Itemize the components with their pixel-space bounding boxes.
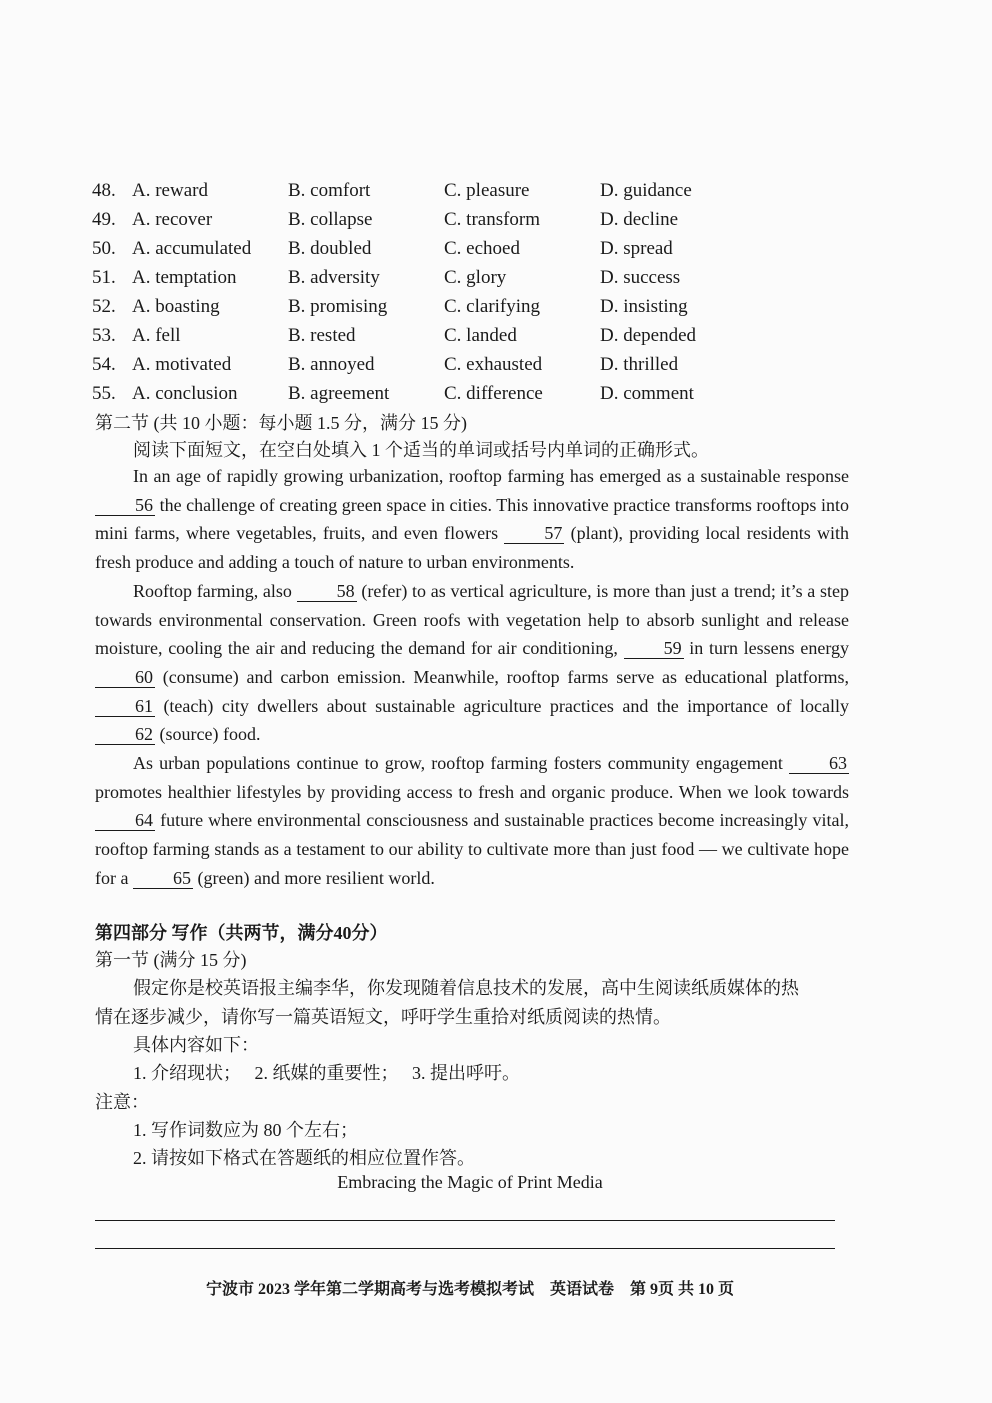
part4-heading: 第四部分 写作（共两节，满分40分）: [95, 923, 388, 943]
blank-61: 61: [95, 696, 155, 717]
option-d: D. guidance: [600, 180, 692, 201]
option-c: C. pleasure: [444, 180, 530, 201]
option-b: B. annoyed: [288, 354, 375, 375]
option-row: [92, 296, 732, 325]
blank-64: 64: [95, 810, 155, 831]
option-d: D. success: [600, 267, 681, 288]
option-c: C. exhausted: [444, 354, 543, 375]
content-label: 具体内容如下：: [133, 1035, 259, 1055]
option-c: C. glory: [444, 267, 507, 288]
option-row: [92, 325, 732, 354]
option-row: [92, 267, 732, 296]
option-d: D. spread: [600, 238, 673, 259]
option-row: [92, 383, 732, 412]
question-number: 52.: [92, 296, 116, 317]
passage-paragraph-1: In an age of rapidly growing urbanization, rooftop farming has emerged as a sustainable response 56 the challenge of creating green space in cities. This innovative practice transforms rooftops into mini farms, where vegetables, fruits, and even flowers 57 (plant), providing local residents with fresh produce and adding a touch of nature to urban environments.: [95, 466, 849, 573]
option-d: D. comment: [600, 383, 694, 404]
writing-prompt-line-1: 假定你是校英语报主编李华，你发现随着信息技术的发展，高中生阅读纸质媒体的热: [133, 978, 799, 998]
option-a: A. conclusion: [132, 383, 238, 404]
option-b: B. rested: [288, 325, 356, 346]
option-b: B. doubled: [288, 238, 372, 259]
section2-heading: 第二节 (共 10 小题：每小题 1.5 分，满分 15 分): [95, 413, 467, 433]
option-c: C. landed: [444, 325, 517, 346]
option-a: A. reward: [132, 180, 208, 201]
option-b: B. comfort: [288, 180, 371, 201]
option-b: B. collapse: [288, 209, 373, 230]
blank-59: 59: [624, 638, 684, 659]
option-a: A. motivated: [132, 354, 232, 375]
option-d: D. thrilled: [600, 354, 679, 375]
question-number: 49.: [92, 209, 116, 230]
writing-section1-heading: 第一节 (满分 15 分): [95, 950, 247, 970]
question-number: 51.: [92, 267, 116, 288]
question-number: 54.: [92, 354, 116, 375]
option-d: D. depended: [600, 325, 697, 346]
page-footer: 宁波市 2023 学年第二学期高考与选考模拟考试 英语试卷 第 9页 共 10 页: [205, 1281, 734, 1298]
option-c: C. echoed: [444, 238, 520, 259]
option-row: [92, 209, 732, 238]
option-a: A. fell: [132, 325, 181, 346]
blank-63: 63: [789, 753, 849, 774]
option-row: [92, 180, 732, 209]
content-items: 1. 介绍现状； 2. 纸媒的重要性； 3. 提出呼吁。: [133, 1063, 520, 1083]
blank-65: 65: [133, 868, 193, 889]
question-number: 53.: [92, 325, 116, 346]
option-b: B. agreement: [288, 383, 390, 404]
option-a: A. accumulated: [132, 238, 252, 259]
option-row: [92, 238, 732, 267]
blank-56: 56: [95, 495, 155, 516]
option-b: B. adversity: [288, 267, 380, 288]
writing-prompt-line-2: 情在逐步减少，请你写一篇英语短文，呼吁学生重拾对纸质阅读的热情。: [95, 1007, 671, 1027]
cloze-passage: [95, 462, 849, 893]
blank-58: 58: [297, 581, 357, 602]
blank-57: 57: [504, 523, 564, 544]
blank-60: 60: [95, 667, 155, 688]
answer-line: [95, 1220, 835, 1221]
options-table: [92, 180, 732, 412]
option-c: C. transform: [444, 209, 541, 230]
essay-title: Embracing the Magic of Print Media: [337, 1172, 603, 1192]
option-d: D. insisting: [600, 296, 688, 317]
note-label: 注意：: [95, 1092, 149, 1112]
option-b: B. promising: [288, 296, 388, 317]
question-number: 50.: [92, 238, 116, 259]
option-a: A. temptation: [132, 267, 237, 288]
option-c: C. difference: [444, 383, 543, 404]
question-number: 55.: [92, 383, 116, 404]
option-c: C. clarifying: [444, 296, 541, 317]
option-a: A. boasting: [132, 296, 220, 317]
question-number: 48.: [92, 180, 116, 201]
note-item-2: 2. 请按如下格式在答题纸的相应位置作答。: [133, 1148, 475, 1168]
note-item-1: 1. 写作词数应为 80 个左右；: [133, 1120, 358, 1140]
answer-line: [95, 1248, 835, 1249]
option-row: [92, 354, 732, 383]
option-a: A. recover: [132, 209, 213, 230]
passage-paragraph-2: Rooftop farming, also 58 (refer) to as vertical agriculture, is more than just a trend; it’s a step towards environmental conservation. Green roofs with vegetation help to absorb sunlight and release moisture, cooling the air and reducing the demand for air conditioning, 59 in turn lessens energy 60 (consume) and carbon emission. Meanwhile, rooftop farms serve as educational platforms, 61 (teach) city dwellers about sustainable agriculture practices and the importance of locally 62 (source) food.: [95, 580, 850, 745]
passage-paragraph-3: As urban populations continue to grow, rooftop farming fosters community engagement 63 promotes healthier lifestyles by providing access to fresh and organic produce. When we look towards 64 future where environmental consciousness and sustainable practices become increasingly vital, rooftop farming stands as a testament to our ability to cultivate more than just food — we cultivate hope for a 65 (green) and more resilient world.: [95, 753, 849, 888]
blank-62: 62: [95, 724, 155, 745]
section2-instruction: 阅读下面短文，在空白处填入 1 个适当的单词或括号内单词的正确形式。: [133, 440, 709, 460]
option-d: D. decline: [600, 209, 679, 230]
